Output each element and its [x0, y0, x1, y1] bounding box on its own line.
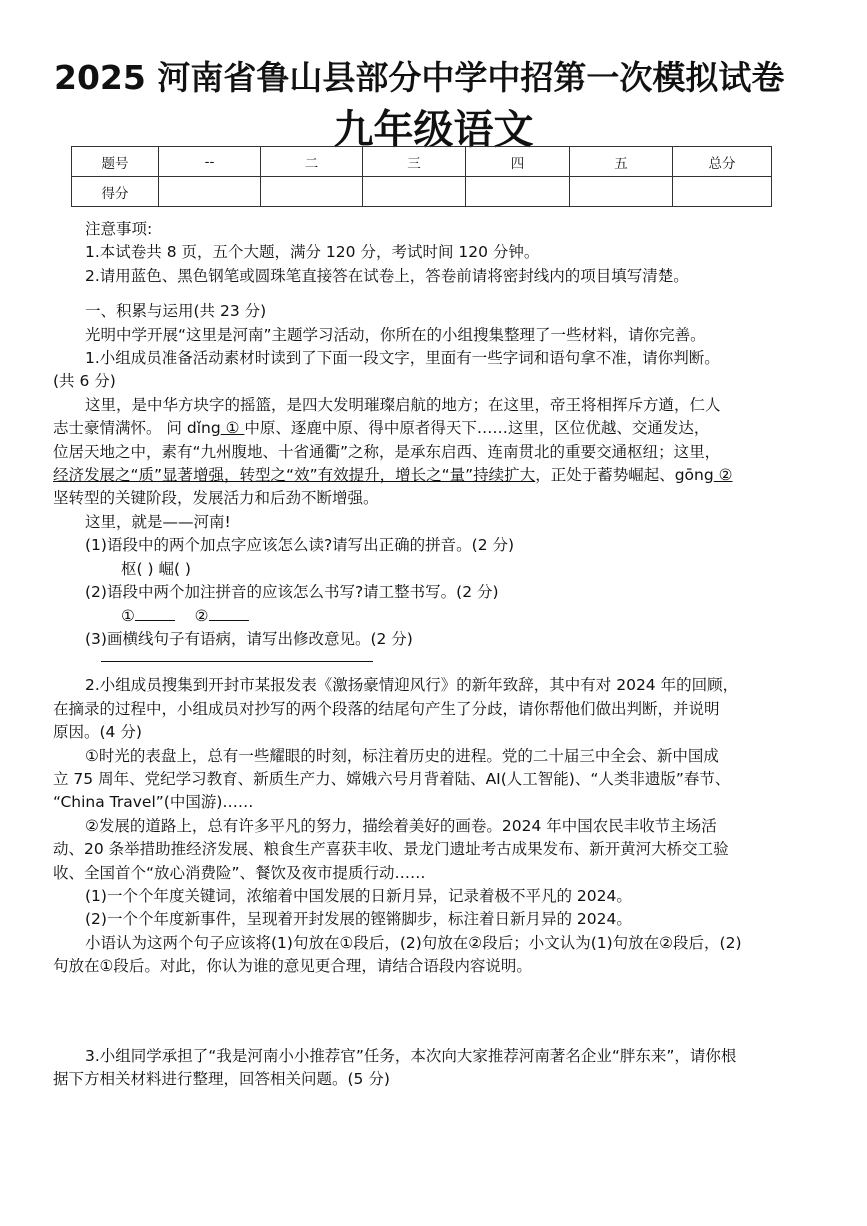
- score-table: [71, 146, 772, 207]
- score-input-cell[interactable]: [159, 177, 261, 207]
- passage-line: 位居天地之中，素有“九州腹地、十省通衢”之称，是承东启西、连南贯北的重要交通枢纽；这里，: [53, 442, 721, 461]
- answer-space[interactable]: [53, 979, 818, 1045]
- passage-line: 坚转型的关键阶段，发展活力和后劲不断增强。: [53, 489, 379, 508]
- fill-blank-2[interactable]: ②: [713, 466, 733, 485]
- notes-heading: 注意事项:: [85, 220, 153, 238]
- passage-text: 志士豪情满怀。 问 dǐng: [53, 419, 221, 438]
- q2-paragraph-1: ①时光的表盘上，总有一些耀眼的时刻，标注着历史的进程。党的二十届三中全会、新中国成: [85, 746, 719, 765]
- q2-paragraph-1: 立 75 周年、党纪学习教育、新质生产力、嫦娥六号月背着陆、AI(人工智能)、“人类非遗版”春节、: [53, 769, 731, 788]
- score-input-cell[interactable]: [673, 177, 772, 207]
- answer-marker: ①: [121, 606, 135, 625]
- score-cell: 得分: [72, 177, 159, 207]
- score-input-cell[interactable]: [261, 177, 363, 207]
- q2-paragraph-2: 收、全国首个“放心消费险”、餐饮及夜市提质行动……: [53, 863, 426, 882]
- exam-subtitle: 九年级语文: [333, 107, 534, 153]
- q2-opinion: 小语认为这两个句子应该将(1)句放在①段后，(2)句放在②段后；小文认为(1)句放在②段后，(2): [85, 933, 742, 952]
- section-intro: 光明中学开展“这里是河南”主题学习活动，你所在的小组搜集整理了一些材料，请你完善。: [85, 325, 706, 344]
- sub-question-1: (1)语段中的两个加点字应该怎么读?请写出正确的拼音。(2 分): [85, 536, 515, 555]
- score-cell: --: [159, 147, 261, 177]
- passage-line: 这里，就是——河南!: [85, 512, 231, 531]
- question-1-stem: 1.小组成员准备活动素材时读到了下面一段文字，里面有一些字词和语句拿不准，请你判断。: [85, 349, 720, 368]
- question-3-stem: 3.小组同学承担了“我是河南小小推荐官”任务，本次向大家推荐河南著名企业“胖东来”，请你根: [85, 1046, 737, 1065]
- score-cell: 二: [261, 147, 363, 177]
- sub-question-3: (3)画横线句子有语病，请写出修改意见。(2 分): [85, 629, 413, 648]
- section-heading: 一、积累与运用(共 23 分): [85, 302, 267, 321]
- q2-paragraph-1: “China Travel”(中国游)……: [53, 793, 254, 812]
- score-table-score-row: [72, 177, 772, 207]
- question-2-stem: 2.小组成员搜集到开封市某报发表《激扬豪情迎风行》的新年致辞，其中有对 2024 年的回顾，: [85, 676, 739, 695]
- q2-opinion: 句放在①段后。对此，你认为谁的意见更合理，请结合语段内容说明。: [53, 957, 532, 976]
- answer-blank[interactable]: [135, 606, 175, 621]
- q2-paragraph-2: ②发展的道路上，总有许多平凡的努力，描绘着美好的画卷。2024 年中国农民丰收节主场活: [85, 816, 717, 835]
- sub-question-2: (2)语段中两个加注拼音的应该怎么书写?请工整书写。(2 分): [85, 583, 499, 602]
- sub-question-2-answer: [53, 605, 818, 628]
- question-2-stem: 原因。(4 分): [53, 723, 142, 742]
- q2-sentence-1: (1)一个个年度关键词，浓缩着中国发展的日新月异，记录着极不平凡的 2024。: [85, 886, 632, 905]
- score-cell: 五: [570, 147, 673, 177]
- score-input-cell[interactable]: [570, 177, 673, 207]
- fill-blank-1[interactable]: ①: [220, 419, 245, 438]
- exam-body: [53, 218, 818, 1091]
- passage-line: [53, 464, 818, 487]
- score-cell: 三: [363, 147, 466, 177]
- score-table-header-row: [72, 147, 772, 177]
- score-input-cell[interactable]: [363, 177, 466, 207]
- q2-sentence-2: (2)一个个年度新事件，呈现着开封发展的铿锵脚步，标注着日新月异的 2024。: [85, 910, 632, 929]
- score-cell: 题号: [72, 147, 159, 177]
- sub-question-1-answer[interactable]: 枢( ) 崛( ): [121, 559, 191, 578]
- underlined-sentence: 经济发展之“质”显著增强，转型之“效”有效提升，增长之“量”持续扩大: [53, 466, 536, 485]
- passage-line: [53, 417, 818, 440]
- note-item: 2.请用蓝色、黑色钢笔或圆珠笔直接答在试卷上，答卷前请将密封线内的项目填写清楚。: [85, 266, 689, 285]
- score-input-cell[interactable]: [466, 177, 570, 207]
- score-cell: 总分: [673, 147, 772, 177]
- answer-line[interactable]: [101, 651, 373, 662]
- exam-title: 2025 河南省鲁山县部分中学中招第一次模拟试卷: [54, 58, 785, 97]
- passage-text: 中原、逐鹿中原、得中原者得天下……这里，区位优越、交通发达，: [244, 419, 710, 438]
- question-2-stem: 在摘录的过程中，小组成员对抄写的两个段落的结尾句产生了分歧，请你帮他们做出判断，并说明: [53, 699, 720, 718]
- passage-text: ，正处于蓄势崛起、gōng: [535, 466, 714, 485]
- passage-line: 这里，是中华方块字的摇篮，是四大发明璀璨启航的地方；在这里，帝王将相挥斥方遒，仁人: [85, 395, 721, 414]
- question-3-stem: 据下方相关材料进行整理，回答相关问题。(5 分): [53, 1070, 390, 1088]
- question-1-score: (共 6 分): [53, 372, 116, 391]
- answer-marker: ②: [194, 606, 209, 625]
- q2-paragraph-2: 动、20 条举措助推经济发展、粮食生产喜获丰收、景龙门遗址考古成果发布、新开黄河大桥交工验: [53, 840, 729, 859]
- answer-blank[interactable]: [209, 606, 249, 621]
- score-cell: 四: [466, 147, 570, 177]
- note-item: 1.本试卷共 8 页，五个大题，满分 120 分，考试时间 120 分钟。: [85, 243, 540, 262]
